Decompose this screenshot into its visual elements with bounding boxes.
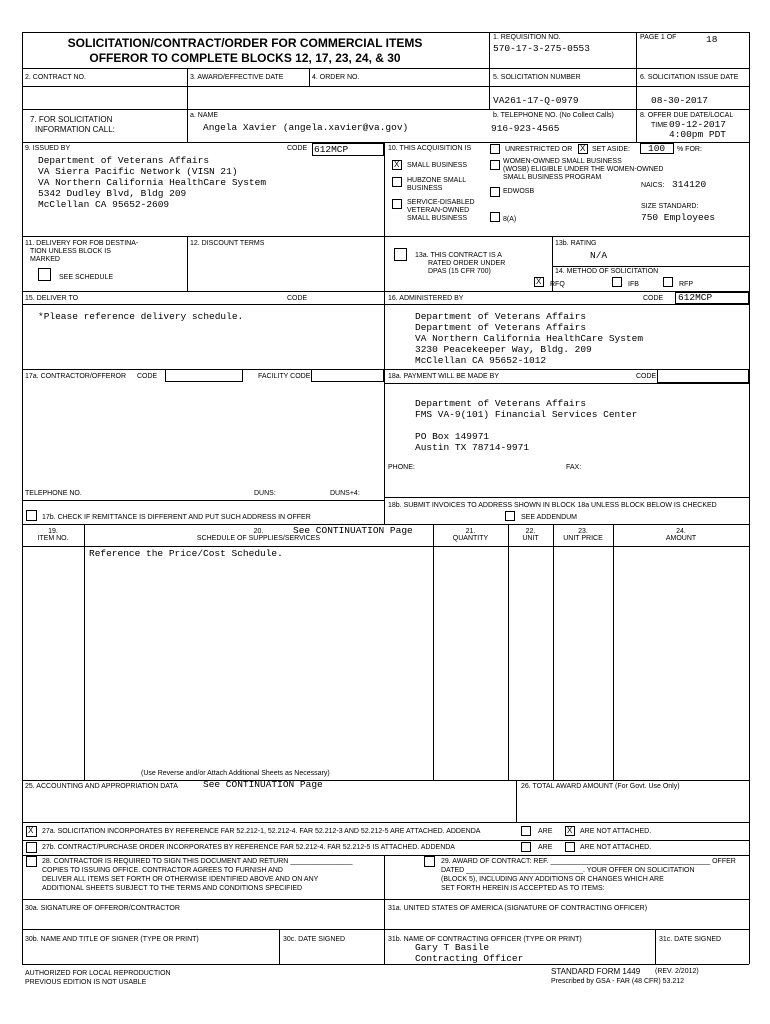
rated-order-label-1: 13a. THIS CONTRACT IS A bbox=[415, 252, 502, 259]
set-aside-checkbox[interactable] bbox=[578, 144, 588, 154]
col-unit: UNIT bbox=[522, 535, 539, 542]
far-27a-label: 27a. SOLICITATION INCORPORATES BY REFERENCE FAR 52.212-1, 52.212-4. FAR 52.212-3 AND 52.212-5 ARE ATTACHED. ADDENDA bbox=[42, 828, 481, 835]
payment-line-1: Department of Veterans Affairs bbox=[415, 398, 587, 409]
rfq-checkbox[interactable] bbox=[534, 277, 544, 287]
ifb-checkbox[interactable] bbox=[612, 277, 622, 287]
far-27b-checkbox[interactable] bbox=[26, 842, 37, 853]
administered-by-code-label: CODE bbox=[643, 295, 664, 302]
hubzone-checkbox[interactable] bbox=[392, 177, 402, 187]
col-unit-num: 22. bbox=[525, 528, 536, 535]
signature-officer-label: 31a. UNITED STATES OF AMERICA (SIGNATURE OF CONTRACTING OFFICER) bbox=[388, 905, 648, 912]
issue-date-label: 6. SOLICITATION ISSUE DATE bbox=[640, 74, 739, 81]
col-unit-price-num: 23. bbox=[578, 528, 588, 535]
officer-title: Contracting Officer bbox=[415, 953, 524, 964]
col-amount-num: 24. bbox=[676, 528, 686, 535]
far-27a-are-not-checkbox[interactable] bbox=[565, 826, 575, 836]
sdvosb-label-3: SMALL BUSINESS bbox=[407, 215, 468, 222]
administered-by-line-3: VA Northern California HealthCare System bbox=[415, 333, 644, 344]
block-28-line-3: DELIVER ALL ITEMS SET FORTH OR OTHERWISE IDENTIFIED ABOVE AND ON ANY bbox=[42, 876, 319, 883]
officer-name: Gary T Basile bbox=[415, 942, 490, 953]
wosb-label-1: WOMEN-OWNED SMALL BUSINESS bbox=[503, 158, 622, 165]
administered-by-line-1: Department of Veterans Affairs bbox=[415, 311, 587, 322]
deliver-to-text: *Please reference delivery schedule. bbox=[38, 311, 244, 322]
small-business-label: SMALL BUSINESS bbox=[407, 162, 468, 169]
footer-authorized: AUTHORIZED FOR LOCAL REPRODUCTION bbox=[25, 970, 171, 977]
solicitation-number-label: 5. SOLICITATION NUMBER bbox=[493, 74, 581, 81]
see-addendum-checkbox[interactable] bbox=[505, 511, 515, 521]
remittance-checkbox[interactable] bbox=[26, 510, 37, 521]
contract-no-label: 2. CONTRACT NO. bbox=[25, 74, 86, 81]
footer-prescribed: Prescribed by GSA - FAR (48 CFR) 53.212 bbox=[551, 978, 685, 985]
see-schedule-checkbox[interactable] bbox=[38, 268, 51, 281]
col-unit-price: UNIT PRICE bbox=[563, 535, 603, 542]
sdvosb-checkbox[interactable] bbox=[392, 199, 402, 209]
administered-by-line-4: 3230 Peacekeeper Way, Bldg. 209 bbox=[415, 344, 592, 355]
rated-order-label-3: DPAS (15 CFR 700) bbox=[428, 268, 491, 275]
delivery-label-3: MARKED bbox=[30, 256, 60, 263]
block-29-line-2: DATED ______________________________. YOUR OFFER ON SOLICITATION bbox=[441, 867, 695, 874]
signature-offeror-label: 30a. SIGNATURE OF OFFEROR/CONTRACTOR bbox=[25, 905, 180, 912]
telephone-label: b. TELEPHONE NO. (No Collect Calls) bbox=[493, 112, 614, 119]
deliver-to-code-label: CODE bbox=[287, 295, 308, 302]
footer-form-name: STANDARD FORM 1449 bbox=[551, 967, 641, 976]
schedule-body: Reference the Price/Cost Schedule. bbox=[89, 548, 283, 559]
contractor-code-label: CODE bbox=[137, 373, 158, 380]
issued-by-label: 9. ISSUED BY bbox=[25, 145, 71, 152]
block-29-checkbox[interactable] bbox=[424, 856, 435, 867]
issued-by-code: 612MCP bbox=[314, 144, 349, 155]
unrestricted-label: UNRESTRICTED OR bbox=[505, 146, 573, 153]
facility-code-box[interactable] bbox=[311, 369, 384, 382]
form-title-line1: SOLICITATION/CONTRACT/ORDER FOR COMMERCIAL ITEMS bbox=[67, 36, 423, 50]
col-item-num: 19. bbox=[48, 528, 58, 535]
page-total: 18 bbox=[706, 34, 718, 45]
edwosb-checkbox[interactable] bbox=[490, 187, 500, 197]
signer-date-label: 30c. DATE SIGNED bbox=[283, 936, 346, 943]
eight-a-checkbox[interactable] bbox=[490, 212, 500, 222]
administered-by-label: 16. ADMINISTERED BY bbox=[388, 295, 464, 302]
rfp-checkbox[interactable] bbox=[663, 277, 673, 287]
deliver-to-label: 15. DELIVER TO bbox=[25, 295, 79, 302]
requisition-label: 1. REQUISITION NO. bbox=[493, 34, 561, 41]
issued-by-line-4: 5342 Dudley Blvd, Bldg 209 bbox=[38, 188, 187, 199]
requisition-number[interactable]: 570-17-3-275-0553 bbox=[493, 43, 590, 54]
rating-label: 13b. RATING bbox=[555, 240, 597, 247]
col-schedule-num: 20. bbox=[253, 528, 264, 535]
method-label: 14. METHOD OF SOLICITATION bbox=[555, 268, 659, 275]
see-addendum-label: SEE ADDENDUM bbox=[521, 514, 578, 521]
accounting-value: See CONTINUATION Page bbox=[203, 779, 323, 790]
far-27b-label: 27b. CONTRACT/PURCHASE ORDER INCORPORATES BY REFERENCE FAR 52.212-4. FAR 52.212-5 IS ATTACHED. ADDENDA bbox=[42, 844, 455, 851]
rating-value: N/A bbox=[590, 250, 608, 261]
hubzone-label-2: BUSINESS bbox=[407, 185, 443, 192]
block-28-line-1: 28. CONTRACTOR IS REQUIRED TO SIGN THIS DOCUMENT AND RETURN ________________ bbox=[42, 858, 353, 865]
rfp-label: RFP bbox=[679, 281, 693, 288]
issued-by-code-label: CODE bbox=[287, 145, 308, 152]
offer-due-date[interactable]: 09-12-2017 bbox=[669, 119, 727, 130]
contractor-telephone-label: TELEPHONE NO. bbox=[25, 490, 82, 497]
contact-name[interactable]: Angela Xavier (angela.xavier@va.gov) bbox=[203, 122, 409, 133]
name-label: a. NAME bbox=[190, 112, 219, 119]
naics-code: 314120 bbox=[672, 179, 707, 190]
form-title-line2: OFFEROR TO COMPLETE BLOCKS 12, 17, 23, 24, & 30 bbox=[89, 51, 401, 65]
contractor-duns4-label: DUNS+4: bbox=[330, 490, 360, 497]
administered-by-line-5: McClellan CA 95652-1012 bbox=[415, 355, 547, 366]
contact-phone[interactable]: 916-923-4565 bbox=[491, 123, 560, 134]
set-aside-percent: 100 bbox=[648, 143, 666, 154]
rfq-label: RFQ bbox=[550, 281, 565, 288]
discount-terms-label: 12. DISCOUNT TERMS bbox=[190, 240, 265, 247]
offer-due-label: 8. OFFER DUE DATE/LOCAL bbox=[640, 112, 734, 119]
block-29-line-1: 29. AWARD OF CONTRACT: REF. _________________________________________ OFFER bbox=[441, 858, 736, 865]
payment-code-label: CODE bbox=[636, 373, 657, 380]
payment-code-box[interactable] bbox=[657, 369, 749, 383]
administered-by-line-2: Department of Veterans Affairs bbox=[415, 322, 587, 333]
issued-by-line-5: McClellan CA 95652-2609 bbox=[38, 199, 170, 210]
sdvosb-label-1: SERVICE-DISABLED bbox=[407, 199, 475, 206]
payment-fax-label: FAX: bbox=[566, 464, 582, 471]
payment-phone-label: PHONE: bbox=[388, 464, 415, 471]
payment-line-4: PO Box 149971 bbox=[415, 431, 490, 442]
administered-by-code: 612MCP bbox=[678, 292, 713, 303]
payment-line-5: Austin TX 78714-9971 bbox=[415, 442, 530, 453]
schedule-footer: (Use Reverse and/or Attach Additional Sheets as Necessary) bbox=[141, 770, 330, 777]
delivery-label-2: TION UNLESS BLOCK IS bbox=[30, 248, 111, 255]
size-standard: 750 Employees bbox=[641, 212, 716, 223]
time-label: TIME bbox=[651, 122, 668, 129]
far-27a-checkbox[interactable] bbox=[26, 826, 37, 837]
far-27a-are-not-label: ARE NOT ATTACHED. bbox=[580, 828, 652, 835]
wosb-checkbox[interactable] bbox=[490, 160, 500, 170]
block-28-checkbox[interactable] bbox=[26, 856, 37, 867]
col-quantity-num: 21. bbox=[465, 528, 476, 535]
far-27a-are-label: ARE bbox=[538, 828, 553, 835]
signer-name-label: 30b. NAME AND TITLE OF SIGNER (TYPE OR PRINT) bbox=[25, 936, 199, 943]
col-schedule-extra: See CONTINUATION Page bbox=[293, 525, 413, 536]
page-label: PAGE 1 OF bbox=[640, 34, 677, 41]
col-amount: AMOUNT bbox=[665, 535, 697, 542]
hubzone-label-1: HUBZONE SMALL bbox=[407, 177, 467, 184]
issued-by-line-3: VA Northern California HealthCare System bbox=[38, 177, 267, 188]
small-business-checkbox[interactable] bbox=[392, 160, 402, 170]
officer-name-label: 31b. NAME OF CONTRACTING OFFICER (TYPE OR PRINT) bbox=[388, 936, 582, 943]
for-solicitation-label: 7. FOR SOLICITATION bbox=[30, 115, 113, 124]
col-item-no: ITEM NO. bbox=[37, 535, 69, 542]
contractor-label: 17a. CONTRACTOR/OFFEROR bbox=[25, 373, 126, 380]
sdvosb-label-2: VETERAN-OWNED bbox=[407, 207, 470, 214]
award-date-label: 3. AWARD/EFFECTIVE DATE bbox=[190, 74, 284, 81]
issue-date[interactable]: 08-30-2017 bbox=[651, 95, 709, 106]
order-no-label: 4. ORDER NO. bbox=[312, 74, 360, 81]
naics-label: NAICS: bbox=[641, 182, 665, 189]
issued-by-line-1: Department of Veterans Affairs bbox=[38, 155, 210, 166]
far-27b-are-not-checkbox[interactable] bbox=[565, 842, 575, 852]
percent-for-label: % FOR: bbox=[677, 146, 702, 153]
accounting-label: 25. ACCOUNTING AND APPROPRIATION DATA bbox=[25, 783, 178, 790]
edwosb-label: EDWOSB bbox=[503, 188, 535, 195]
footer-previous-edition: PREVIOUS EDITION IS NOT USABLE bbox=[25, 979, 147, 986]
ifb-label: IFB bbox=[628, 281, 639, 288]
delivery-label-1: 11. DELIVERY FOR FOB DESTINA- bbox=[25, 240, 139, 247]
block-28-line-2: COPIES TO ISSUING OFFICE. CONTRACTOR AGREES TO FURNISH AND bbox=[42, 867, 283, 874]
facility-code-label: FACILITY CODE bbox=[258, 373, 311, 380]
contractor-code-box[interactable] bbox=[165, 369, 243, 382]
eight-a-label: 8(A) bbox=[503, 216, 517, 223]
far-27b-are-label: ARE bbox=[538, 844, 553, 851]
far-27b-are-checkbox[interactable] bbox=[521, 842, 531, 852]
solicitation-number[interactable]: VA261-17-Q-0979 bbox=[493, 95, 579, 106]
footer-revision: (REV. 2/2012) bbox=[655, 968, 699, 975]
col-quantity: QUANTITY bbox=[452, 535, 489, 542]
officer-date-label: 31c. DATE SIGNED bbox=[659, 936, 722, 943]
unrestricted-checkbox[interactable] bbox=[490, 144, 500, 154]
block-28-line-4: ADDITIONAL SHEETS SUBJECT TO THE TERMS AND CONDITIONS SPECIFIED bbox=[42, 885, 303, 892]
rated-order-checkbox[interactable] bbox=[394, 248, 407, 261]
size-standard-label: SIZE STANDARD: bbox=[641, 203, 699, 210]
total-award-label: 26. TOTAL AWARD AMOUNT (For Govt. Use Only) bbox=[521, 783, 680, 790]
information-call-label: INFORMATION CALL: bbox=[35, 125, 115, 134]
acquisition-label: 10. THIS ACQUISITION IS bbox=[388, 145, 472, 152]
issued-by-line-2: VA Sierra Pacific Network (VISN 21) bbox=[38, 166, 238, 177]
wosb-label-3: SMALL BUSINESS PROGRAM bbox=[503, 174, 602, 181]
rated-order-label-2: RATED ORDER UNDER bbox=[428, 260, 506, 267]
wosb-label-2: (WOSB) ELIGIBLE UNDER THE WOMEN-OWNED bbox=[503, 166, 664, 173]
submit-invoices-label: 18b. SUBMIT INVOICES TO ADDRESS SHOWN IN BLOCK 18a UNLESS BLOCK BELOW IS CHECKED bbox=[388, 502, 717, 509]
remittance-label: 17b. CHECK IF REMITTANCE IS DIFFERENT AND PUT SUCH ADDRESS IN OFFER bbox=[42, 514, 311, 521]
block-29-line-3: (BLOCK 5), INCLUDING ANY ADDITIONS OR CHANGES WHICH ARE bbox=[441, 876, 664, 883]
payment-label: 18a. PAYMENT WILL BE MADE BY bbox=[388, 373, 499, 380]
see-schedule-label: SEE SCHEDULE bbox=[59, 274, 114, 281]
set-aside-label: SET ASIDE: bbox=[592, 146, 630, 153]
far-27a-are-checkbox[interactable] bbox=[521, 826, 531, 836]
block-29-line-4: SET FORTH HEREIN IS ACCEPTED AS TO ITEMS: bbox=[441, 885, 605, 892]
far-27b-are-not-label: ARE NOT ATTACHED. bbox=[580, 844, 652, 851]
col-schedule: SCHEDULE OF SUPPLIES/SERVICES bbox=[196, 535, 321, 542]
contractor-duns-label: DUNS: bbox=[254, 490, 276, 497]
payment-line-2: FMS VA-9(101) Financial Services Center bbox=[415, 409, 638, 420]
offer-due-time[interactable]: 4:00pm PDT bbox=[669, 129, 727, 140]
